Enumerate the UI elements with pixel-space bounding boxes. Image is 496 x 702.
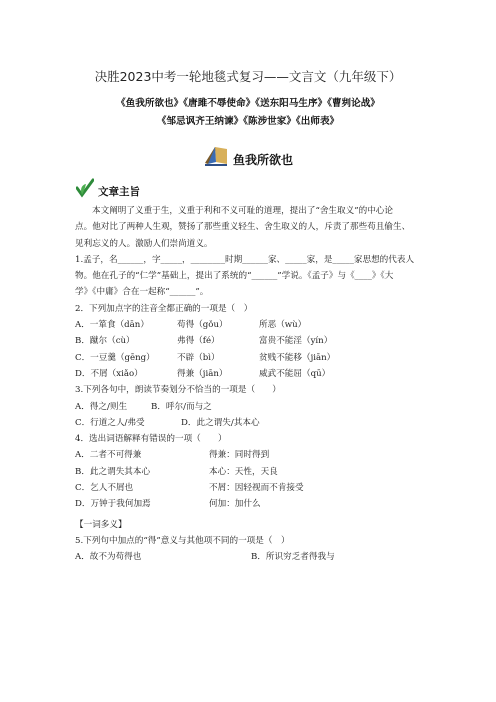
question-4-option-row bbox=[75, 480, 424, 496]
summary-line: 点。他对比了两种人生观，赞扬了那些重义轻生、舍生取义的人，斥责了那些苟且偷生、 bbox=[75, 222, 411, 233]
question-2-option-row bbox=[75, 317, 424, 333]
question-3-option-row bbox=[75, 399, 424, 415]
option-cell: 不屑：因轻视而不肯接受 bbox=[209, 483, 304, 494]
option-cell: 威武不能屈（qū） bbox=[259, 368, 331, 379]
section-heading bbox=[76, 176, 140, 199]
option-cell: A．一箪食（dān） bbox=[75, 320, 149, 331]
question-2-option-row bbox=[75, 350, 424, 366]
question-5-option-row bbox=[75, 549, 424, 565]
option-cell: 苟得（gǒu） bbox=[177, 320, 228, 331]
option-cell: C．行道之人/弗受 bbox=[75, 417, 145, 428]
content-body bbox=[75, 203, 424, 566]
option-cell: D．万钟于我何加焉 bbox=[75, 499, 151, 510]
option-cell: D．此之谓失/其本心 bbox=[181, 417, 260, 428]
option-cell: A．得之/则生 bbox=[75, 401, 128, 412]
question-5-stem: 5.下列句中加点的“得”意义与其他项不同的一项是（ ） bbox=[75, 535, 290, 546]
summary-line: 见利忘义的人。激励人们崇尚道义。 bbox=[75, 238, 213, 249]
question-4-stem: 4．选出词语解释有错误的一项（ ） bbox=[75, 434, 227, 445]
option-cell: 不辟（bì） bbox=[177, 352, 220, 363]
question-2-option-row bbox=[75, 366, 424, 382]
section-title: 文章主旨 bbox=[98, 186, 140, 198]
option-cell: 得兼：同时得到 bbox=[209, 450, 270, 461]
question-1-line: 物。他在孔子的“仁学”基础上，提出了系统的“______”学说。《孟子》与《____》《大 bbox=[75, 271, 394, 282]
option-cell: B．此之谓失其本心 bbox=[75, 466, 151, 477]
option-cell: A．二者不可得兼 bbox=[75, 450, 142, 461]
option-cell: D．不屑（xiǎo） bbox=[75, 368, 143, 379]
option-cell: C．一豆羹（gēng） bbox=[75, 352, 155, 363]
question-2-stem: 2．下列加点字的注音全都正确的一项是（ ） bbox=[75, 303, 253, 314]
question-3-option-row bbox=[75, 415, 424, 431]
option-cell: 得兼（jiān） bbox=[177, 368, 228, 379]
question-2-option-row bbox=[75, 333, 424, 349]
section-tag: 【一词多义】 bbox=[75, 519, 127, 530]
summary-line: 本文阐明了义重于生，义重于利和不义可耻的道理，提出了“舍生取义”的中心论 bbox=[92, 206, 393, 216]
option-cell: B．所识穷乏者得我与 bbox=[251, 552, 335, 563]
lesson-title: 鱼我所欲也 bbox=[233, 153, 294, 167]
subtitle-line-2: 《邹忌讽齐王纳谏》《陈涉世家》《出师表》 bbox=[156, 116, 340, 127]
option-cell: A．故不为苟得也 bbox=[75, 552, 142, 563]
option-cell: B．蹴尔（cù） bbox=[75, 336, 135, 347]
question-4-option-row bbox=[75, 496, 424, 512]
question-3-stem: 3.下列各句中，朗读节奏划分不恰当的一项是（ ） bbox=[75, 385, 281, 396]
option-cell: 弗得（fé） bbox=[177, 336, 220, 347]
subtitle-line-1: 《鱼我所欲也》《唐雎不辱使命》《送东阳马生序》《曹刿论战》 bbox=[116, 98, 380, 109]
option-cell: B．呼尔/而与之 bbox=[151, 401, 212, 412]
option-cell: 贫贱不能移（jiān） bbox=[259, 352, 336, 363]
book-icon bbox=[203, 143, 229, 167]
option-cell: 富贵不能淫（yín） bbox=[259, 336, 333, 347]
question-1-line: 学》《中庸》合在一起称“______”。 bbox=[75, 287, 209, 298]
question-4-option-row bbox=[75, 464, 424, 480]
lesson-heading bbox=[203, 141, 293, 168]
option-cell: 本心：天性，天良 bbox=[209, 466, 278, 477]
question-1-line: 1.孟子，名______，字_____，________时期______家、_____家，是_____家思想的代表人 bbox=[75, 254, 415, 265]
question-4-option-row bbox=[75, 447, 424, 463]
page-title: 决胜2023中考一轮地毯式复习——文言文（九年级下） bbox=[94, 69, 402, 84]
option-cell: C．乞人不屑也 bbox=[75, 483, 134, 494]
option-cell: 所恶（wù） bbox=[259, 320, 307, 331]
leaf-check-icon bbox=[76, 178, 94, 198]
option-cell: 何加：加什么 bbox=[209, 499, 261, 510]
